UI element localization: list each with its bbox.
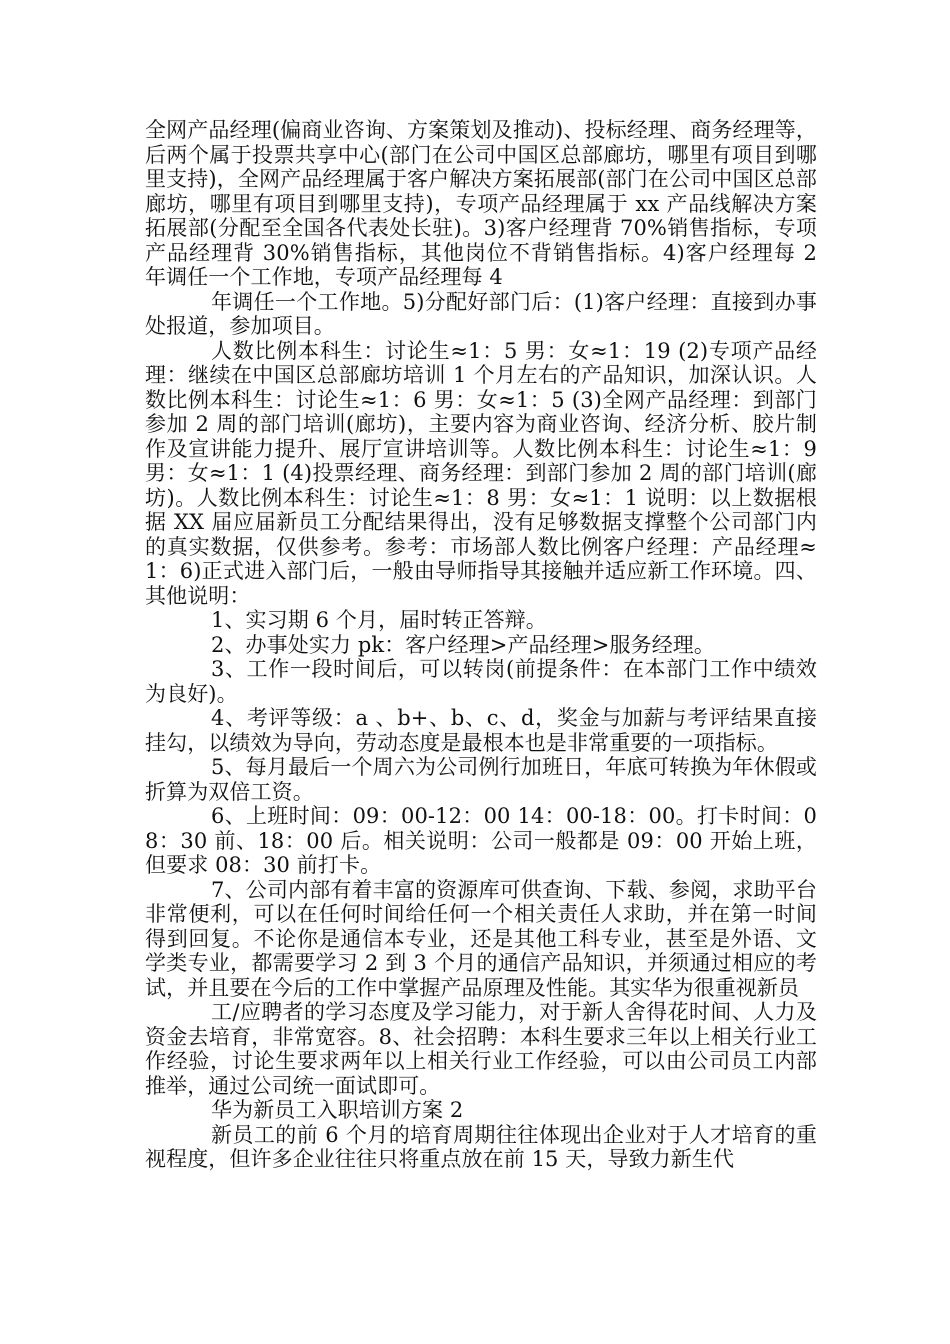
document-page: [145, 118, 817, 1172]
section-heading: 华为新员工入职培训方案 2: [211, 1098, 464, 1122]
paragraph-continuation: 工/应聘者的学习态度及学习能力，对于新人舍得花时间、人力及资金去培育，非常宽容。8、社会招聘：本科生要求三年以上相关行业工作经验，讨论生要求两年以上相关行业工作经验，可以由公司员工内部推举，通过公司统一面试即可。: [145, 1000, 817, 1098]
paragraph-2: 年调任一个工作地。5)分配好部门后：(1)客户经理：直接到办事处报道，参加项目。: [145, 289, 817, 338]
list-item-5: 5、每月最后一个周六为公司例行加班日，年底可转换为年休假或折算为双倍工资。: [145, 755, 817, 804]
list-item-6: 6、上班时间：09：00-12：00 14：00-18：00。打卡时间：08：30 前、18：00 后。相关说明：公司一般都是 09：00 开始上班，但要求 08：30 前打卡。: [145, 804, 817, 877]
paragraph-1: 全网产品经理(偏商业咨询、方案策划及推动)、投标经理、商务经理等，后两个属于投票共享中心(部门在公司中国区总部廊坊，哪里有项目到哪里支持)，全网产品经理属于客户解决方案拓展部(部门在公司中国区总部廊坊，哪里有项目到哪里支持)，专项产品经理属于 xx 产品线解决方案拓展部(分配至全国各代表处长驻)。3)客户经理背 70%销售指标，专项产品经理背 30%销售指标，其他岗位不背销售指标。4)客户经理每 2 年调任一个工作地，专项产品经理每 4: [145, 118, 817, 289]
list-item-1: 1、实习期 6 个月，届时转正答辩。: [211, 608, 547, 632]
list-item-4: 4、考评等级：a 、b+、b、c、d，奖金与加薪与考评结果直接挂勾，以绩效为导向，劳动态度是最根本也是非常重要的一项指标。: [145, 706, 817, 755]
list-item-3: 3、工作一段时间后，可以转岗(前提条件：在本部门工作中绩效为良好)。: [145, 657, 817, 706]
paragraph-3: 人数比例本科生：讨论生≈1：5 男：女≈1：19 (2)专项产品经理：继续在中国区总部廊坊培训 1 个月左右的产品知识，加深认识。人数比例本科生：讨论生≈1：6 男：女≈1：5 (3)全网产品经理：到部门参加 2 周的部门培训(廊坊)，主要内容为商业咨询、经济分析、胶片制作及宣讲能力提升、展厅宣讲培训等。人数比例本科生：讨论生≈1：9 男：女≈1：1 (4)投票经理、商务经理：到部门参加 2 周的部门培训(廊坊)。人数比例本科生：讨论生≈1：8 男：女≈1：1 说明：以上数据根据 XX 届应届新员工分配结果得出，没有足够数据支撑整个公司部门内的真实数据，仅供参考。参考：市场部人数比例客户经理：产品经理≈1：6)正式进入部门后，一般由导师指导其接触并适应新工作环境。四、其他说明：: [145, 338, 817, 608]
list-item-2: 2、办事处实力 pk：客户经理>产品经理>服务经理。: [211, 632, 715, 657]
list-item-7: 7、公司内部有着丰富的资源库可供查询、下载、参阅，求助平台非常便利，可以在任何时间给任何一个相关责任人求助，并在第一时间得到回复。不论你是通信本专业，还是其他工科专业，甚至是外语、文学类专业，都需要学习 2 到 3 个月的通信产品知识，并须通过相应的考试，并且要在今后的工作中掌握产品原理及性能。其实华为很重视新员: [145, 877, 817, 1000]
paragraph-final: 新员工的前 6 个月的培育周期往往体现出企业对于人才培育的重视程度，但许多企业往往只将重点放在前 15 天，导致力新生代: [145, 1122, 817, 1171]
